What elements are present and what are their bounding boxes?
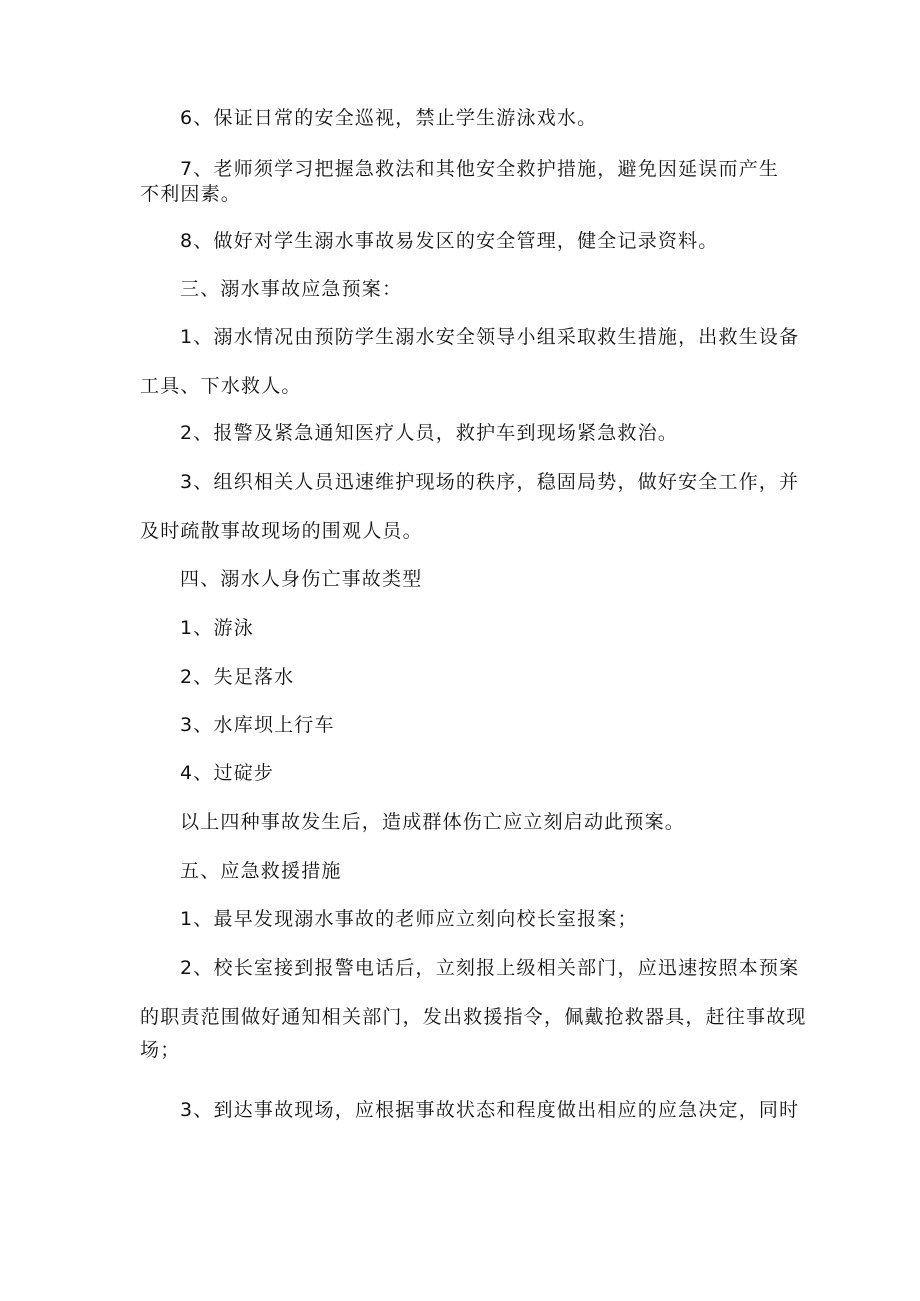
paragraph-3 <box>140 226 782 252</box>
paragraph-line: 的职责范围做好通知相关部门，发出救援指令，佩戴抢救器具，赶往事故现 <box>140 1006 807 1028</box>
list-item-4 <box>140 758 782 784</box>
paragraph-line: 三、溺水事故应急预案： <box>180 278 403 300</box>
paragraph-line: 五、应急救援措施 <box>180 860 342 882</box>
list-item-3 <box>140 710 782 736</box>
paragraph-line: 场； <box>140 1039 181 1061</box>
paragraph-16 <box>140 953 807 1061</box>
paragraph-line: 四、溺水人身伤亡事故类型 <box>180 568 423 590</box>
paragraph-2 <box>140 154 782 205</box>
paragraph-line: 2、失足落水 <box>180 666 295 688</box>
paragraph-line: 1、溺水情况由预防学生溺水安全领导小组采取救生措施，出救生设备 <box>180 326 800 348</box>
paragraph-line: 1、游泳 <box>180 617 254 639</box>
list-item-1 <box>140 613 782 639</box>
paragraph-1 <box>140 103 782 129</box>
paragraph-line: 工具、下水救人。 <box>140 375 302 397</box>
list-item-2 <box>140 662 782 688</box>
section-heading-3 <box>140 274 782 300</box>
paragraph-15 <box>140 904 782 930</box>
paragraph-17 <box>140 1095 800 1121</box>
paragraph-line: 3、水库坝上行车 <box>180 714 335 736</box>
paragraph-line: 1、最早发现溺水事故的老师应立刻向校长室报案； <box>180 908 638 930</box>
paragraph-line: 6、保证日常的安全巡视，禁止学生游泳戏水。 <box>180 107 598 129</box>
paragraph-line: 7、老师须学习把握急救法和其他安全救护措施，避免因延误而产生 <box>180 158 780 180</box>
section-heading-5 <box>140 856 782 882</box>
section-heading-4 <box>140 564 782 590</box>
paragraph-6 <box>140 418 782 444</box>
paragraph-line: 3、到达事故现场，应根据事故状态和程度做出相应的应急决定，同时 <box>180 1099 800 1121</box>
paragraph-line: 2、校长室接到报警电话后，立刻报上级相关部门，应迅速按照本预案 <box>180 957 800 979</box>
paragraph-5 <box>140 322 800 397</box>
paragraph-line: 3、组织相关人员迅速维护现场的秩序，稳固局势，做好安全工作，并 <box>180 471 800 493</box>
paragraph-line: 2、报警及紧急通知医疗人员，救护车到现场紧急救治。 <box>180 422 679 444</box>
paragraph-line: 8、做好对学生溺水事故易发区的安全管理，健全记录资料。 <box>180 230 719 252</box>
paragraph-7 <box>140 467 800 542</box>
paragraph-13 <box>140 807 782 833</box>
paragraph-line: 及时疏散事故现场的围观人员。 <box>140 520 423 542</box>
paragraph-line: 4、过碇步 <box>180 762 275 784</box>
paragraph-line: 以上四种事故发生后，造成群体伤亡应立刻启动此预案。 <box>180 811 686 833</box>
paragraph-line: 不利因素。 <box>140 183 242 205</box>
